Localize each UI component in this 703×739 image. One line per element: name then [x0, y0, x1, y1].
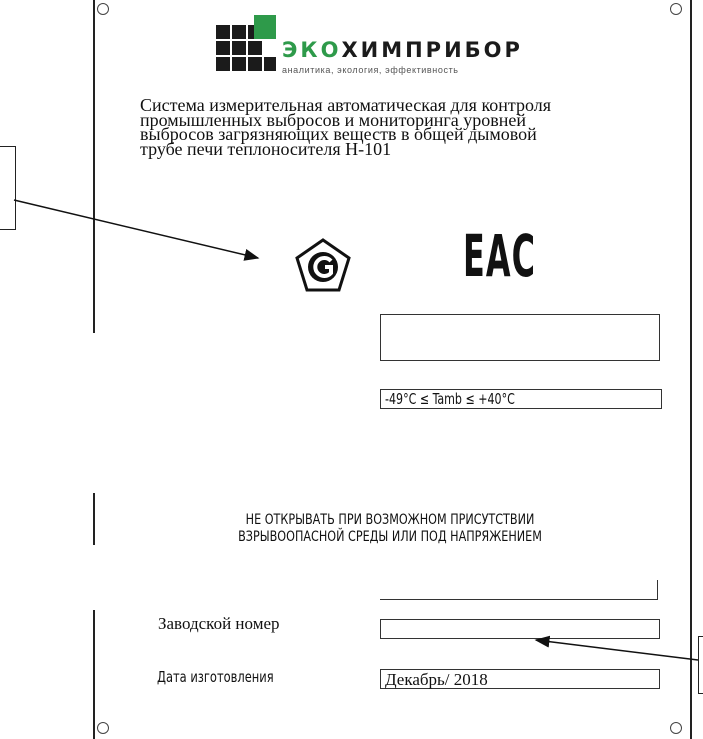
description-line: трубе печи теплоносителя Н-101 — [140, 138, 392, 159]
company-name-rest: ХИМПРИБОР — [341, 38, 523, 62]
warning-line: НЕ ОТКРЫВАТЬ ПРИ ВОЗМОЖНОМ ПРИСУТСТВИИ — [245, 512, 535, 528]
ambient-temp-value: -49°C ≤ Tamb ≤ +40°C — [385, 390, 515, 408]
eac-mark: EAC — [463, 222, 537, 290]
warning-line: ВЗРЫВООПАСНОЙ СРЕДЫ ИЛИ ПОД НАПРЯЖЕНИЕМ — [238, 529, 542, 545]
description-line: промышленных выбросов и мониторинга уровней — [140, 109, 526, 130]
company-tagline: аналитика, экология, эффективность — [282, 65, 459, 75]
company-name-accent: ЭКО — [282, 38, 342, 62]
serial-number-label: Заводской номер — [158, 614, 280, 633]
description-line: Система измерительная автоматическая для контроля — [140, 95, 552, 115]
description-line: выбросов загрязняющих веществ в общей дымовой — [140, 124, 537, 144]
manufacture-date-label: Дата изготовления — [157, 668, 274, 686]
manufacture-date-value: Декабрь/ 2018 — [385, 670, 488, 689]
